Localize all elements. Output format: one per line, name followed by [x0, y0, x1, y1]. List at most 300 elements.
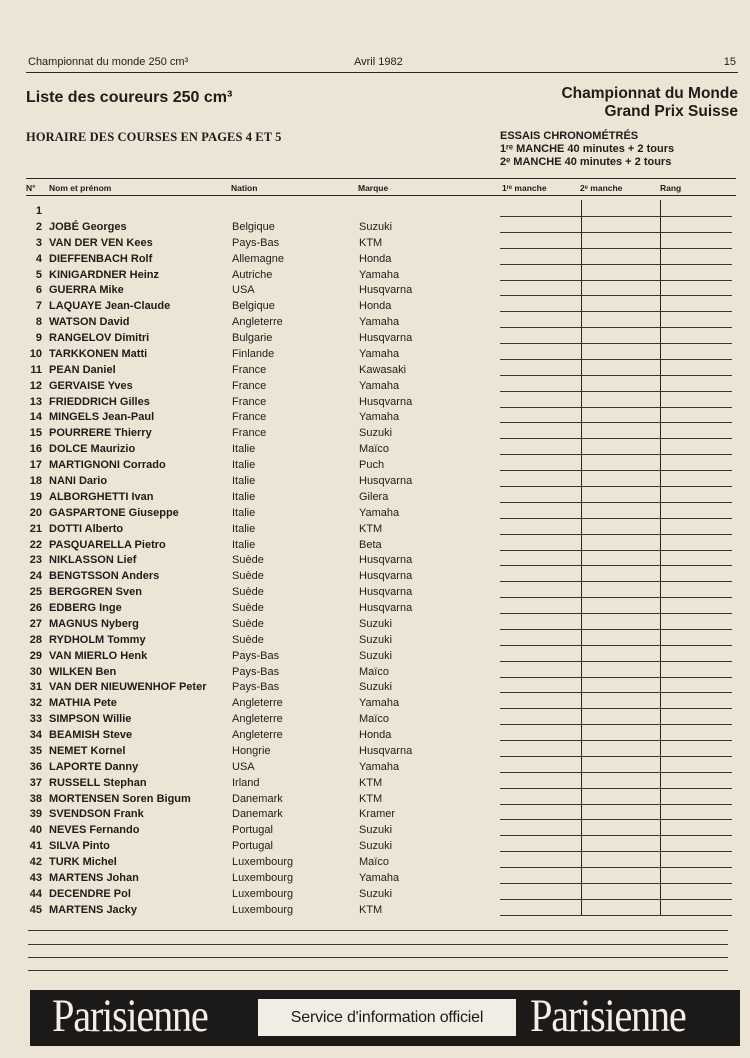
rider-number: 35 [29, 744, 42, 757]
rider-name: GUERRA Mike [49, 284, 124, 297]
rider-number: 19 [29, 490, 42, 503]
rider-marque: Husqvarna [359, 744, 413, 757]
table-row [0, 221, 500, 236]
table-row [0, 443, 500, 458]
rider-marque: Husqvarna [359, 475, 413, 487]
rider-marque: Suzuki [359, 220, 393, 233]
results-row-line [500, 486, 732, 487]
table-row [0, 396, 500, 411]
rider-name: MAGNUS Nyberg [49, 617, 139, 630]
rider-name: MATHIA Pete [49, 697, 117, 710]
rider-nation: Italie [232, 443, 256, 456]
rider-marque: Husqvarna [359, 554, 413, 567]
rider-marque: Husqvarna [359, 570, 413, 583]
rider-marque: Yamaha [359, 347, 400, 360]
rider-number: 6 [35, 284, 42, 297]
rider-number: 43 [29, 872, 42, 884]
results-row-line [500, 677, 732, 678]
rider-marque: Yamaha [359, 506, 400, 519]
rider-name: WILKEN Ben [49, 665, 117, 678]
results-row-line [500, 661, 732, 662]
rider-nation: USA [232, 760, 255, 773]
table-row [0, 888, 500, 903]
rider-number: 41 [29, 840, 42, 853]
rider-nation: France [232, 379, 267, 392]
rider-number: 15 [29, 427, 42, 440]
rider-marque: Honda [359, 300, 392, 313]
rider-name: VAN DER NIEUWENHOF Peter [49, 681, 207, 694]
rider-number: 21 [29, 522, 42, 535]
rider-name: ALBORGHETTI Ivan [49, 490, 154, 503]
results-row-line [500, 692, 732, 693]
results-row-line [500, 756, 732, 757]
rider-marque: Maïco [359, 856, 389, 869]
results-row-line [500, 772, 732, 773]
rider-name: LAPORTE Danny [49, 760, 139, 773]
rider-number: 34 [29, 729, 42, 741]
results-row-line [500, 422, 732, 423]
rider-number: 27 [29, 617, 42, 630]
table-row [0, 793, 500, 808]
page-number: 15 [723, 56, 736, 68]
table-row [0, 729, 500, 744]
table-row [0, 316, 500, 331]
table-row [0, 761, 500, 776]
rider-number: 18 [29, 475, 42, 487]
rider-number: 11 [30, 363, 42, 376]
divider-manche-1-2 [581, 200, 582, 916]
rider-nation: Suède [232, 633, 264, 646]
table-row [0, 808, 500, 823]
rider-name: WATSON David [49, 316, 130, 329]
column-header-marque: Marque [358, 183, 389, 193]
table-row [0, 650, 500, 665]
rider-nation: Italie [232, 506, 256, 519]
rider-marque: Kawasaki [359, 363, 407, 376]
rider-name: PEAN Daniel [49, 363, 116, 376]
rider-marque: KTM [359, 792, 383, 805]
rider-marque: Suzuki [359, 887, 393, 900]
rider-number: 40 [29, 824, 42, 837]
rider-name: JOBÉ Georges [49, 220, 127, 233]
results-row-line [500, 248, 732, 249]
results-row-line [500, 724, 732, 725]
results-row-line [500, 645, 732, 646]
results-row-line [500, 835, 732, 836]
rider-name: GASPARTONE Giuseppe [49, 506, 179, 519]
rider-number: 8 [35, 316, 42, 329]
results-row-line [500, 470, 732, 471]
event-title [561, 85, 738, 121]
table-row [0, 300, 500, 315]
rider-number: 5 [35, 268, 42, 281]
blank-line [28, 970, 728, 971]
table-row [0, 269, 500, 284]
rider-number: 30 [29, 665, 42, 678]
rider-name: BEAMISH Steve [49, 729, 133, 741]
results-row-line [500, 899, 732, 900]
results-row-line [500, 804, 732, 805]
table-row [0, 427, 500, 442]
rider-nation: Pays-Bas [232, 649, 280, 662]
rider-nation: Luxembourg [232, 903, 294, 916]
rider-number: 31 [29, 681, 42, 694]
table-row [0, 840, 500, 855]
table-row [0, 491, 500, 506]
results-row-line [500, 597, 732, 598]
column-header-nation: Nation [231, 183, 258, 193]
blank-line [28, 957, 728, 958]
table-row [0, 777, 500, 792]
rider-nation: Autriche [232, 268, 273, 281]
rider-nation: Italie [232, 459, 256, 472]
table-row [0, 253, 500, 268]
rider-name: BERGGREN Sven [49, 586, 142, 599]
table-row [0, 856, 500, 871]
rider-marque: Suzuki [359, 681, 393, 694]
results-row-line [500, 391, 732, 392]
results-row-line [500, 867, 732, 868]
rider-name: SIMPSON Willie [49, 713, 132, 726]
column-header-manche-2: 2ᵉ manche [580, 183, 623, 193]
rider-name: TURK Michel [49, 856, 117, 869]
rider-number: 12 [29, 379, 42, 392]
running-header [28, 56, 736, 72]
blank-line [28, 930, 728, 931]
rider-marque: Honda [359, 729, 392, 741]
rider-nation: Danemark [232, 792, 283, 805]
results-row-line [500, 883, 732, 884]
results-row-line [500, 264, 732, 265]
rider-nation: Luxembourg [232, 856, 294, 869]
rider-nation: Suède [232, 554, 264, 567]
rider-nation: Angleterre [232, 729, 283, 741]
rider-number: 10 [29, 347, 42, 360]
rider-marque: Husqvarna [359, 602, 413, 614]
rider-number: 45 [29, 903, 42, 916]
column-header-rang: Rang [660, 183, 682, 193]
rider-number: 20 [29, 506, 42, 519]
rider-marque: Husqvarna [359, 586, 413, 599]
rider-nation: Italie [232, 522, 256, 535]
rider-nation: France [232, 411, 267, 424]
table-row [0, 634, 500, 649]
divider-manche-2-rang [660, 200, 661, 916]
table-row [0, 284, 500, 299]
rider-name: MARTENS Johan [49, 872, 139, 884]
results-row-line [500, 295, 732, 296]
rider-nation: Suède [232, 586, 264, 599]
rider-marque: Maïco [359, 713, 389, 726]
table-row [0, 570, 500, 585]
rider-number: 2 [35, 220, 42, 233]
rider-marque: Yamaha [359, 379, 400, 392]
table-row [0, 872, 500, 887]
table-header-rule-bottom [26, 195, 736, 196]
table-row [0, 697, 500, 712]
rider-nation: Luxembourg [232, 887, 294, 900]
rider-name: MARTENS Jacky [49, 903, 138, 916]
rider-marque: Suzuki [359, 824, 393, 837]
blank-line [28, 944, 728, 945]
rider-nation: Pays-Bas [232, 681, 280, 694]
rider-number: 33 [29, 713, 42, 726]
results-row-line [500, 343, 732, 344]
results-row-line [500, 407, 732, 408]
rider-number: 1 [35, 205, 42, 217]
rider-marque: Yamaha [359, 872, 400, 884]
running-header-date: Avril 1982 [354, 56, 403, 68]
event-title-line-1: Championnat du Monde [561, 85, 738, 102]
second-heat-info: 2ᵉ MANCHE 40 minutes + 2 tours [500, 156, 672, 168]
results-row-line [500, 534, 732, 535]
rider-nation: USA [232, 284, 255, 297]
results-row-line [500, 629, 732, 630]
rider-marque: Husqvarna [359, 395, 413, 408]
rider-nation: Suède [232, 602, 264, 614]
results-row-line [500, 216, 732, 217]
results-row-line [500, 565, 732, 566]
rider-nation: Belgique [232, 220, 275, 233]
results-row-line [500, 327, 732, 328]
event-title-line-2: Grand Prix Suisse [604, 103, 738, 120]
rider-number: 23 [29, 554, 42, 567]
rider-name: EDBERG Inge [49, 602, 122, 614]
timed-practice-info [500, 130, 674, 169]
rider-number: 13 [29, 395, 42, 408]
rider-marque: Gilera [359, 490, 389, 503]
table-header-rule-top [26, 178, 736, 179]
rider-name: MINGELS Jean-Paul [49, 411, 155, 424]
rider-marque: Kramer [359, 808, 396, 821]
rider-nation: Angleterre [232, 316, 283, 329]
results-row-line [500, 581, 732, 582]
rider-marque: Maïco [359, 443, 389, 456]
rider-name: RANGELOV Dimitri [49, 332, 150, 344]
results-row-line [500, 502, 732, 503]
rider-number: 9 [35, 332, 42, 344]
rider-name: DOLCE Maurizio [49, 443, 136, 456]
column-header-name: Nom et prénom [49, 183, 112, 193]
rider-name: KINIGARDNER Heinz [49, 268, 160, 281]
table-row [0, 539, 500, 554]
results-row-line [500, 375, 732, 376]
table-row [0, 554, 500, 569]
results-row-line [500, 851, 732, 852]
results-row-line [500, 232, 732, 233]
rider-name: DECENDRE Pol [49, 887, 131, 900]
rider-nation: Portugal [232, 840, 273, 853]
table-row [0, 348, 500, 363]
rider-number: 44 [29, 887, 42, 900]
rider-name: TARKKONEN Matti [49, 347, 148, 360]
timed-practice-heading: ESSAIS CHRONOMÉTRÉS [500, 130, 639, 142]
rider-marque: KTM [359, 522, 383, 535]
rider-nation: Irland [232, 776, 260, 789]
rider-name: RYDHOLM Tommy [49, 633, 146, 646]
rider-name: PASQUARELLA Pietro [49, 538, 166, 551]
rider-number: 24 [29, 570, 42, 583]
table-row [0, 237, 500, 252]
brand-logo-right: Parisienne [530, 990, 686, 1042]
table-row [0, 523, 500, 538]
rider-name: MORTENSEN Soren Bigum [49, 792, 191, 805]
rider-number: 22 [29, 538, 42, 551]
rider-name: POURRERE Thierry [49, 427, 152, 440]
results-row-line [500, 788, 732, 789]
rider-number: 42 [29, 856, 42, 869]
rider-name: NEMET Kornel [49, 744, 126, 757]
table-row [0, 904, 500, 919]
rider-number: 3 [35, 236, 42, 249]
results-row-line [500, 280, 732, 281]
rider-name: LAQUAYE Jean-Claude [49, 300, 171, 313]
table-row [0, 586, 500, 601]
table-row [0, 332, 500, 347]
table-row [0, 459, 500, 474]
rider-nation: Angleterre [232, 697, 283, 710]
first-heat-info: 1ʳᵉ MANCHE 40 minutes + 2 tours [500, 143, 675, 155]
results-row-line [500, 550, 732, 551]
rider-nation: Danemark [232, 808, 283, 821]
table-row [0, 205, 500, 220]
rider-nation: Suède [232, 570, 264, 583]
rider-number: 25 [29, 586, 42, 599]
rider-marque: KTM [359, 776, 383, 789]
rider-number: 4 [35, 252, 42, 265]
rider-nation: Italie [232, 490, 256, 503]
results-row-line [500, 708, 732, 709]
rider-marque: Suzuki [359, 427, 393, 440]
table-row [0, 475, 500, 490]
rider-nation: Hongrie [232, 744, 271, 757]
rider-marque: Husqvarna [359, 332, 413, 344]
rider-name: NANI Dario [49, 475, 108, 487]
rider-nation: France [232, 395, 267, 408]
rider-number: 7 [35, 300, 42, 313]
rider-number: 36 [29, 760, 42, 773]
rider-marque: Suzuki [359, 617, 393, 630]
rider-nation: Italie [232, 475, 256, 487]
rider-name: DIEFFENBACH Rolf [49, 252, 153, 265]
table-row [0, 745, 500, 760]
rider-marque: Puch [359, 459, 385, 472]
results-row-line [500, 740, 732, 741]
list-title: Liste des coureurs 250 cm³ [26, 89, 233, 106]
rider-name: MARTIGNONI Corrado [49, 459, 166, 472]
official-service-label: Service d'information officiel [258, 999, 516, 1036]
sponsor-banner [30, 990, 740, 1046]
rider-name: SVENDSON Frank [49, 808, 144, 821]
rider-number: 29 [29, 649, 42, 662]
header-rule [26, 72, 738, 73]
rider-nation: Bulgarie [232, 332, 273, 344]
column-header-number: N° [26, 183, 36, 193]
rider-nation: France [232, 427, 267, 440]
rider-name: FRIEDDRICH Gilles [49, 395, 150, 408]
rider-nation: Portugal [232, 824, 273, 837]
running-header-title: Championnat du monde 250 cm³ [28, 56, 189, 68]
results-row-line [500, 518, 732, 519]
rider-marque: Honda [359, 252, 392, 265]
table-row [0, 602, 500, 617]
rider-marque: Husqvarna [359, 284, 413, 297]
rider-number: 28 [29, 633, 42, 646]
rider-nation: Luxembourg [232, 872, 294, 884]
results-row-line [500, 311, 732, 312]
rider-number: 32 [29, 697, 42, 710]
rider-name: RUSSELL Stephan [49, 776, 147, 789]
column-header-manche-1: 1ʳᵉ manche [502, 183, 547, 193]
rider-name: GERVAISE Yves [49, 379, 133, 392]
rider-number: 26 [29, 602, 42, 614]
rider-marque: Suzuki [359, 649, 393, 662]
rider-nation: Belgique [232, 300, 275, 313]
rider-nation: Angleterre [232, 713, 283, 726]
table-row [0, 618, 500, 633]
table-row [0, 824, 500, 839]
rider-nation: Italie [232, 538, 256, 551]
rider-nation: Pays-Bas [232, 236, 280, 249]
rider-number: 38 [29, 792, 42, 805]
rider-name: BENGTSSON Anders [49, 570, 160, 583]
rider-marque: Yamaha [359, 697, 400, 710]
rider-name: NEVES Fernando [49, 824, 140, 837]
rider-nation: Allemagne [232, 252, 284, 265]
rider-number: 39 [29, 808, 42, 821]
results-row-line [500, 438, 732, 439]
rider-marque: Beta [359, 538, 382, 551]
rider-number: 14 [29, 411, 42, 424]
rider-nation: Suède [232, 617, 264, 630]
brand-logo-left: Parisienne [52, 990, 208, 1042]
rider-name: VAN DER VEN Kees [49, 236, 153, 249]
results-row-line [500, 915, 732, 916]
rider-name: SILVA Pinto [49, 840, 110, 853]
results-row-line [500, 359, 732, 360]
table-row [0, 380, 500, 395]
rider-nation: Finlande [232, 347, 275, 360]
rider-marque: Yamaha [359, 316, 400, 329]
rider-marque: Yamaha [359, 268, 400, 281]
results-row-line [500, 819, 732, 820]
rider-marque: Yamaha [359, 411, 400, 424]
table-row [0, 666, 500, 681]
rider-marque: Maïco [359, 665, 389, 678]
rider-marque: KTM [359, 236, 383, 249]
rider-number: 17 [29, 459, 42, 472]
results-row-line [500, 613, 732, 614]
schedule-note: HORAIRE DES COURSES EN PAGES 4 ET 5 [26, 130, 282, 144]
rider-name: VAN MIERLO Henk [49, 649, 148, 662]
rider-nation: Pays-Bas [232, 665, 280, 678]
rider-marque: Yamaha [359, 760, 400, 773]
table-row [0, 713, 500, 728]
rider-name: NIKLASSON Lief [49, 554, 137, 567]
rider-name: DOTTI Alberto [49, 522, 124, 535]
table-row [0, 681, 500, 696]
rider-marque: KTM [359, 903, 383, 916]
rider-nation: France [232, 363, 267, 376]
rider-marque: Suzuki [359, 840, 393, 853]
rider-number: 16 [29, 443, 42, 456]
table-row [0, 364, 500, 379]
rider-number: 37 [29, 776, 42, 789]
table-row [0, 507, 500, 522]
results-row-line [500, 454, 732, 455]
rider-marque: Suzuki [359, 633, 393, 646]
table-row [0, 411, 500, 426]
